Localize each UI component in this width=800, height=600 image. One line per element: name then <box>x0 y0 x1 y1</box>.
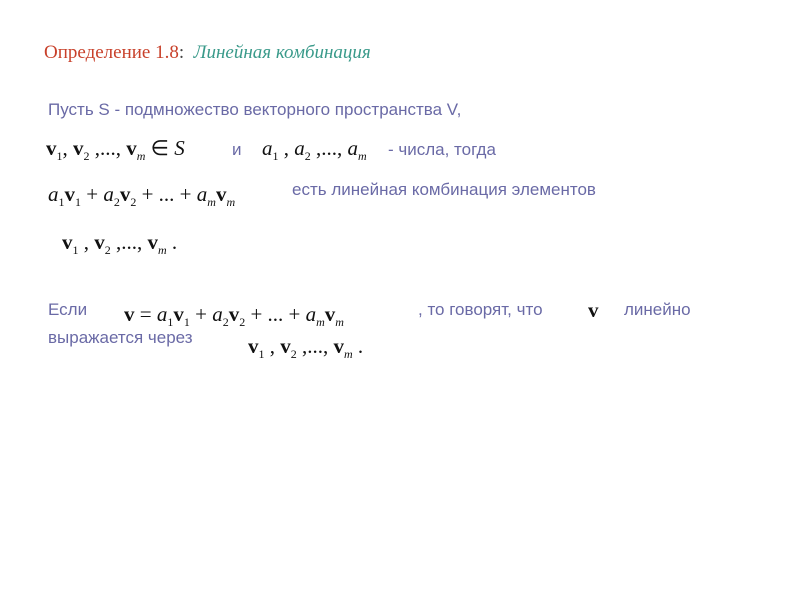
definition-equation: $v = a_1v_1 + a_2v_2$ + ... + $a_mv_m$ <box>124 302 344 329</box>
is-linear-combination-text: есть линейная комбинация элементов <box>292 180 596 199</box>
vector-list-formula: $v_1$ , $v_2$ ,..., $v_m$ . <box>62 230 178 257</box>
vectors-in-s-formula: $v_1$, $v_2$ ,..., $v_m$ ∈ S <box>46 136 185 163</box>
and-text: и <box>232 140 242 159</box>
vector-list-formula-2: $v_1$ , $v_2$ ,..., $v_m$ . <box>248 334 364 361</box>
intro-text: Пусть S - подмножество векторного пространства V, <box>48 100 462 119</box>
vector-v: v <box>588 298 599 322</box>
scalars-formula: $a_1$ , $a_2$ ,..., $a_m$ <box>262 136 367 163</box>
if-text: Если <box>48 300 88 319</box>
definition-name: Линейная комбинация <box>193 42 371 63</box>
expressed-through-text: выражается через <box>48 328 193 347</box>
numbers-then-text: - числа, тогда <box>388 140 496 159</box>
then-say-text: , то говорят, что <box>418 300 543 319</box>
linearly-text: линейно <box>624 300 691 319</box>
title-separator: : <box>178 42 185 63</box>
linear-combination-formula: $a_1v_1 + a_2v_2$ + ... + $a_mv_m$ <box>48 182 236 209</box>
slide-title <box>44 42 371 64</box>
definition-number: Определение 1.8 <box>44 42 179 63</box>
